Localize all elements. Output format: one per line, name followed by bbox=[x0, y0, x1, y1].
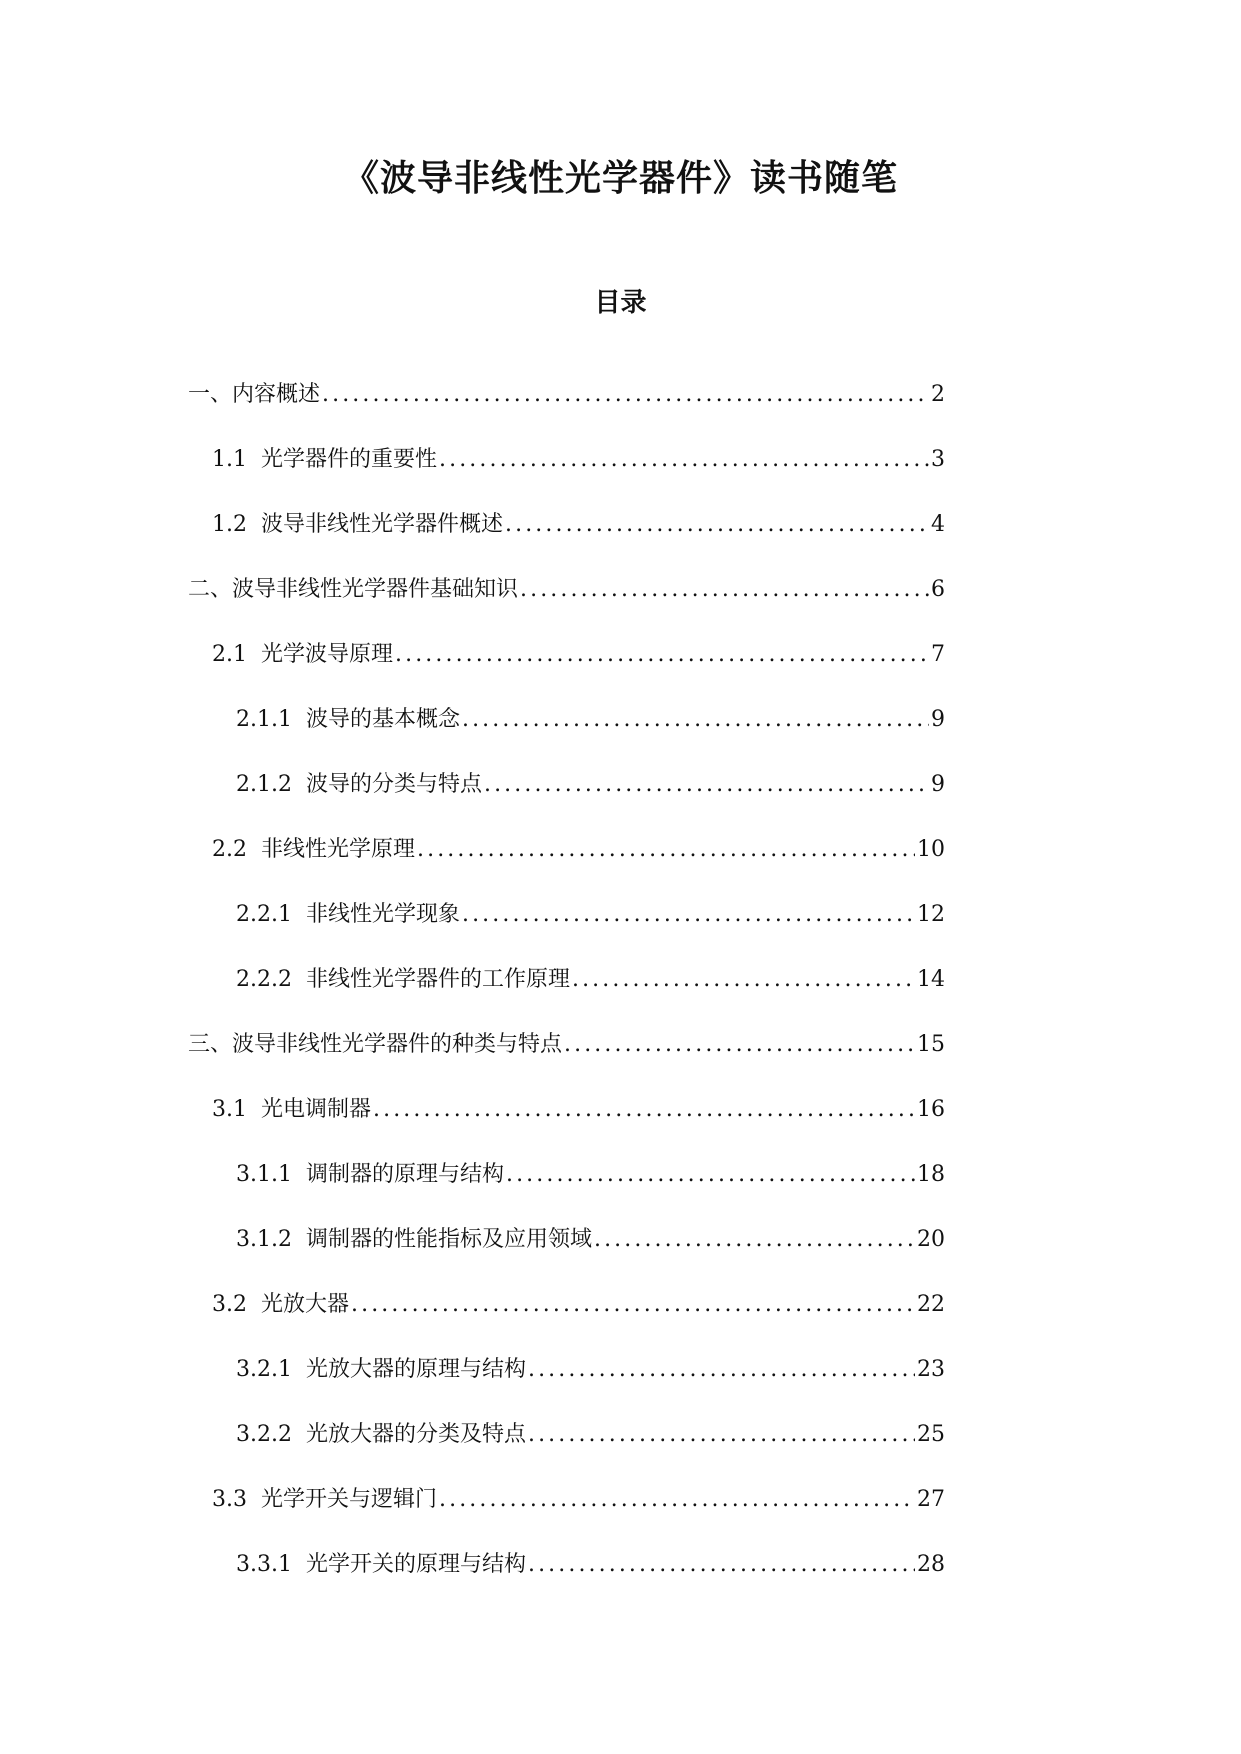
toc-dot-leader bbox=[439, 1485, 915, 1515]
toc-page-number: 2 bbox=[931, 382, 945, 407]
toc-entry-title: 二、波导非线性光学器件基础知识 bbox=[188, 577, 519, 602]
toc-dot-leader bbox=[520, 575, 929, 605]
toc-entry-number: 2.2.2 bbox=[236, 967, 292, 992]
toc-page-number: 22 bbox=[917, 1292, 945, 1317]
toc-dot-leader bbox=[322, 380, 929, 410]
toc-entry-title: 调制器的原理与结构 bbox=[305, 1162, 504, 1187]
toc-page-number: 7 bbox=[931, 642, 945, 667]
toc-entry[interactable] bbox=[236, 770, 945, 800]
toc-entry[interactable] bbox=[236, 1160, 945, 1190]
toc-entry-title: 光学波导原理 bbox=[261, 642, 394, 667]
toc-dot-leader bbox=[594, 1225, 915, 1255]
toc-entry[interactable] bbox=[236, 1550, 945, 1580]
toc-entry[interactable] bbox=[236, 900, 945, 930]
toc-page-number: 4 bbox=[931, 512, 945, 537]
toc-entry-number: 3.1 bbox=[212, 1097, 247, 1122]
toc-dot-leader bbox=[462, 900, 915, 930]
toc-entry[interactable] bbox=[236, 1420, 945, 1450]
toc-entry-number: 3.2 bbox=[212, 1292, 247, 1317]
toc-dot-leader bbox=[572, 965, 915, 995]
toc-page-number: 10 bbox=[917, 837, 945, 862]
toc-entry-title: 光学器件的重要性 bbox=[261, 447, 438, 472]
toc-page-number: 12 bbox=[917, 902, 945, 927]
toc-entry-title: 一、内容概述 bbox=[188, 382, 321, 407]
toc-entry-number: 2.2.1 bbox=[236, 902, 292, 927]
toc-entry[interactable] bbox=[236, 1355, 945, 1385]
toc-entry-number: 3.2.2 bbox=[236, 1422, 292, 1447]
document-title: 《波导非线性光学器件》读书随笔 bbox=[342, 158, 898, 199]
toc-entry-number: 3.3.1 bbox=[236, 1552, 292, 1577]
toc-dot-leader bbox=[528, 1550, 915, 1580]
toc-page-number: 27 bbox=[917, 1487, 945, 1512]
toc-page-number: 14 bbox=[917, 967, 945, 992]
toc-entry-title: 非线性光学器件的工作原理 bbox=[305, 967, 570, 992]
toc-entry[interactable] bbox=[188, 1030, 945, 1060]
toc-page-number: 3 bbox=[931, 447, 945, 472]
toc-dot-leader bbox=[462, 705, 929, 735]
toc-entry-number: 2.1.2 bbox=[236, 772, 292, 797]
toc-entry-number: 1.1 bbox=[212, 447, 247, 472]
toc-page-number: 15 bbox=[917, 1032, 945, 1057]
toc-page-number: 28 bbox=[917, 1552, 945, 1577]
toc-dot-leader bbox=[564, 1030, 915, 1060]
toc-entry-number: 2.1 bbox=[212, 642, 247, 667]
toc-page-number: 16 bbox=[917, 1097, 945, 1122]
toc-page-number: 6 bbox=[931, 577, 945, 602]
toc-entry-title: 光放大器的原理与结构 bbox=[305, 1357, 526, 1382]
toc-dot-leader bbox=[395, 640, 929, 670]
toc-entry-number: 2.1.1 bbox=[236, 707, 292, 732]
toc-entry[interactable] bbox=[212, 1095, 945, 1125]
toc-dot-leader bbox=[505, 510, 929, 540]
toc-entry-title: 波导非线性光学器件概述 bbox=[261, 512, 504, 537]
toc-entry[interactable] bbox=[212, 835, 945, 865]
toc-entry-title: 调制器的性能指标及应用领域 bbox=[305, 1227, 592, 1252]
toc-page-number: 18 bbox=[917, 1162, 945, 1187]
toc-page-number: 20 bbox=[917, 1227, 945, 1252]
toc-page-number: 25 bbox=[917, 1422, 945, 1447]
toc-entry-title: 光电调制器 bbox=[261, 1097, 372, 1122]
toc-dot-leader bbox=[417, 835, 915, 865]
toc-entry[interactable] bbox=[212, 640, 945, 670]
toc-entry[interactable] bbox=[236, 1225, 945, 1255]
toc-entry-title: 非线性光学原理 bbox=[261, 837, 416, 862]
toc-page-number: 9 bbox=[931, 707, 945, 732]
toc-entry-title: 波导的分类与特点 bbox=[305, 772, 482, 797]
toc-dot-leader bbox=[484, 770, 929, 800]
toc-entry-number: 3.2.1 bbox=[236, 1357, 292, 1382]
toc-dot-leader bbox=[351, 1290, 915, 1320]
toc-entry[interactable] bbox=[212, 445, 945, 475]
toc-dot-leader bbox=[528, 1355, 915, 1385]
toc-entry[interactable] bbox=[188, 575, 945, 605]
toc-entry[interactable] bbox=[188, 380, 945, 410]
toc-entry[interactable] bbox=[212, 510, 945, 540]
toc-entry-title: 光放大器的分类及特点 bbox=[305, 1422, 526, 1447]
toc-dot-leader bbox=[528, 1420, 915, 1450]
toc-entry-title: 光学开关的原理与结构 bbox=[305, 1552, 526, 1577]
toc-entry[interactable] bbox=[236, 965, 945, 995]
toc-dot-leader bbox=[439, 445, 929, 475]
toc-entry[interactable] bbox=[236, 705, 945, 735]
toc-dot-leader bbox=[506, 1160, 915, 1190]
toc-dot-leader bbox=[373, 1095, 915, 1125]
toc-entry[interactable] bbox=[212, 1290, 945, 1320]
toc-heading: 目录 bbox=[594, 288, 647, 318]
toc-entry-title: 波导的基本概念 bbox=[305, 707, 460, 732]
toc-entry-number: 3.1.2 bbox=[236, 1227, 292, 1252]
toc-entry-number: 3.3 bbox=[212, 1487, 247, 1512]
toc-entry-title: 三、波导非线性光学器件的种类与特点 bbox=[188, 1032, 563, 1057]
toc-page-number: 9 bbox=[931, 772, 945, 797]
toc-entry-title: 光学开关与逻辑门 bbox=[261, 1487, 438, 1512]
toc-entry-title: 光放大器 bbox=[261, 1292, 350, 1317]
toc-entry-number: 1.2 bbox=[212, 512, 247, 537]
toc-page-number: 23 bbox=[917, 1357, 945, 1382]
toc-entry-number: 3.1.1 bbox=[236, 1162, 292, 1187]
toc-entry-number: 2.2 bbox=[212, 837, 247, 862]
toc-entry-title: 非线性光学现象 bbox=[305, 902, 460, 927]
toc-entry[interactable] bbox=[212, 1485, 945, 1515]
